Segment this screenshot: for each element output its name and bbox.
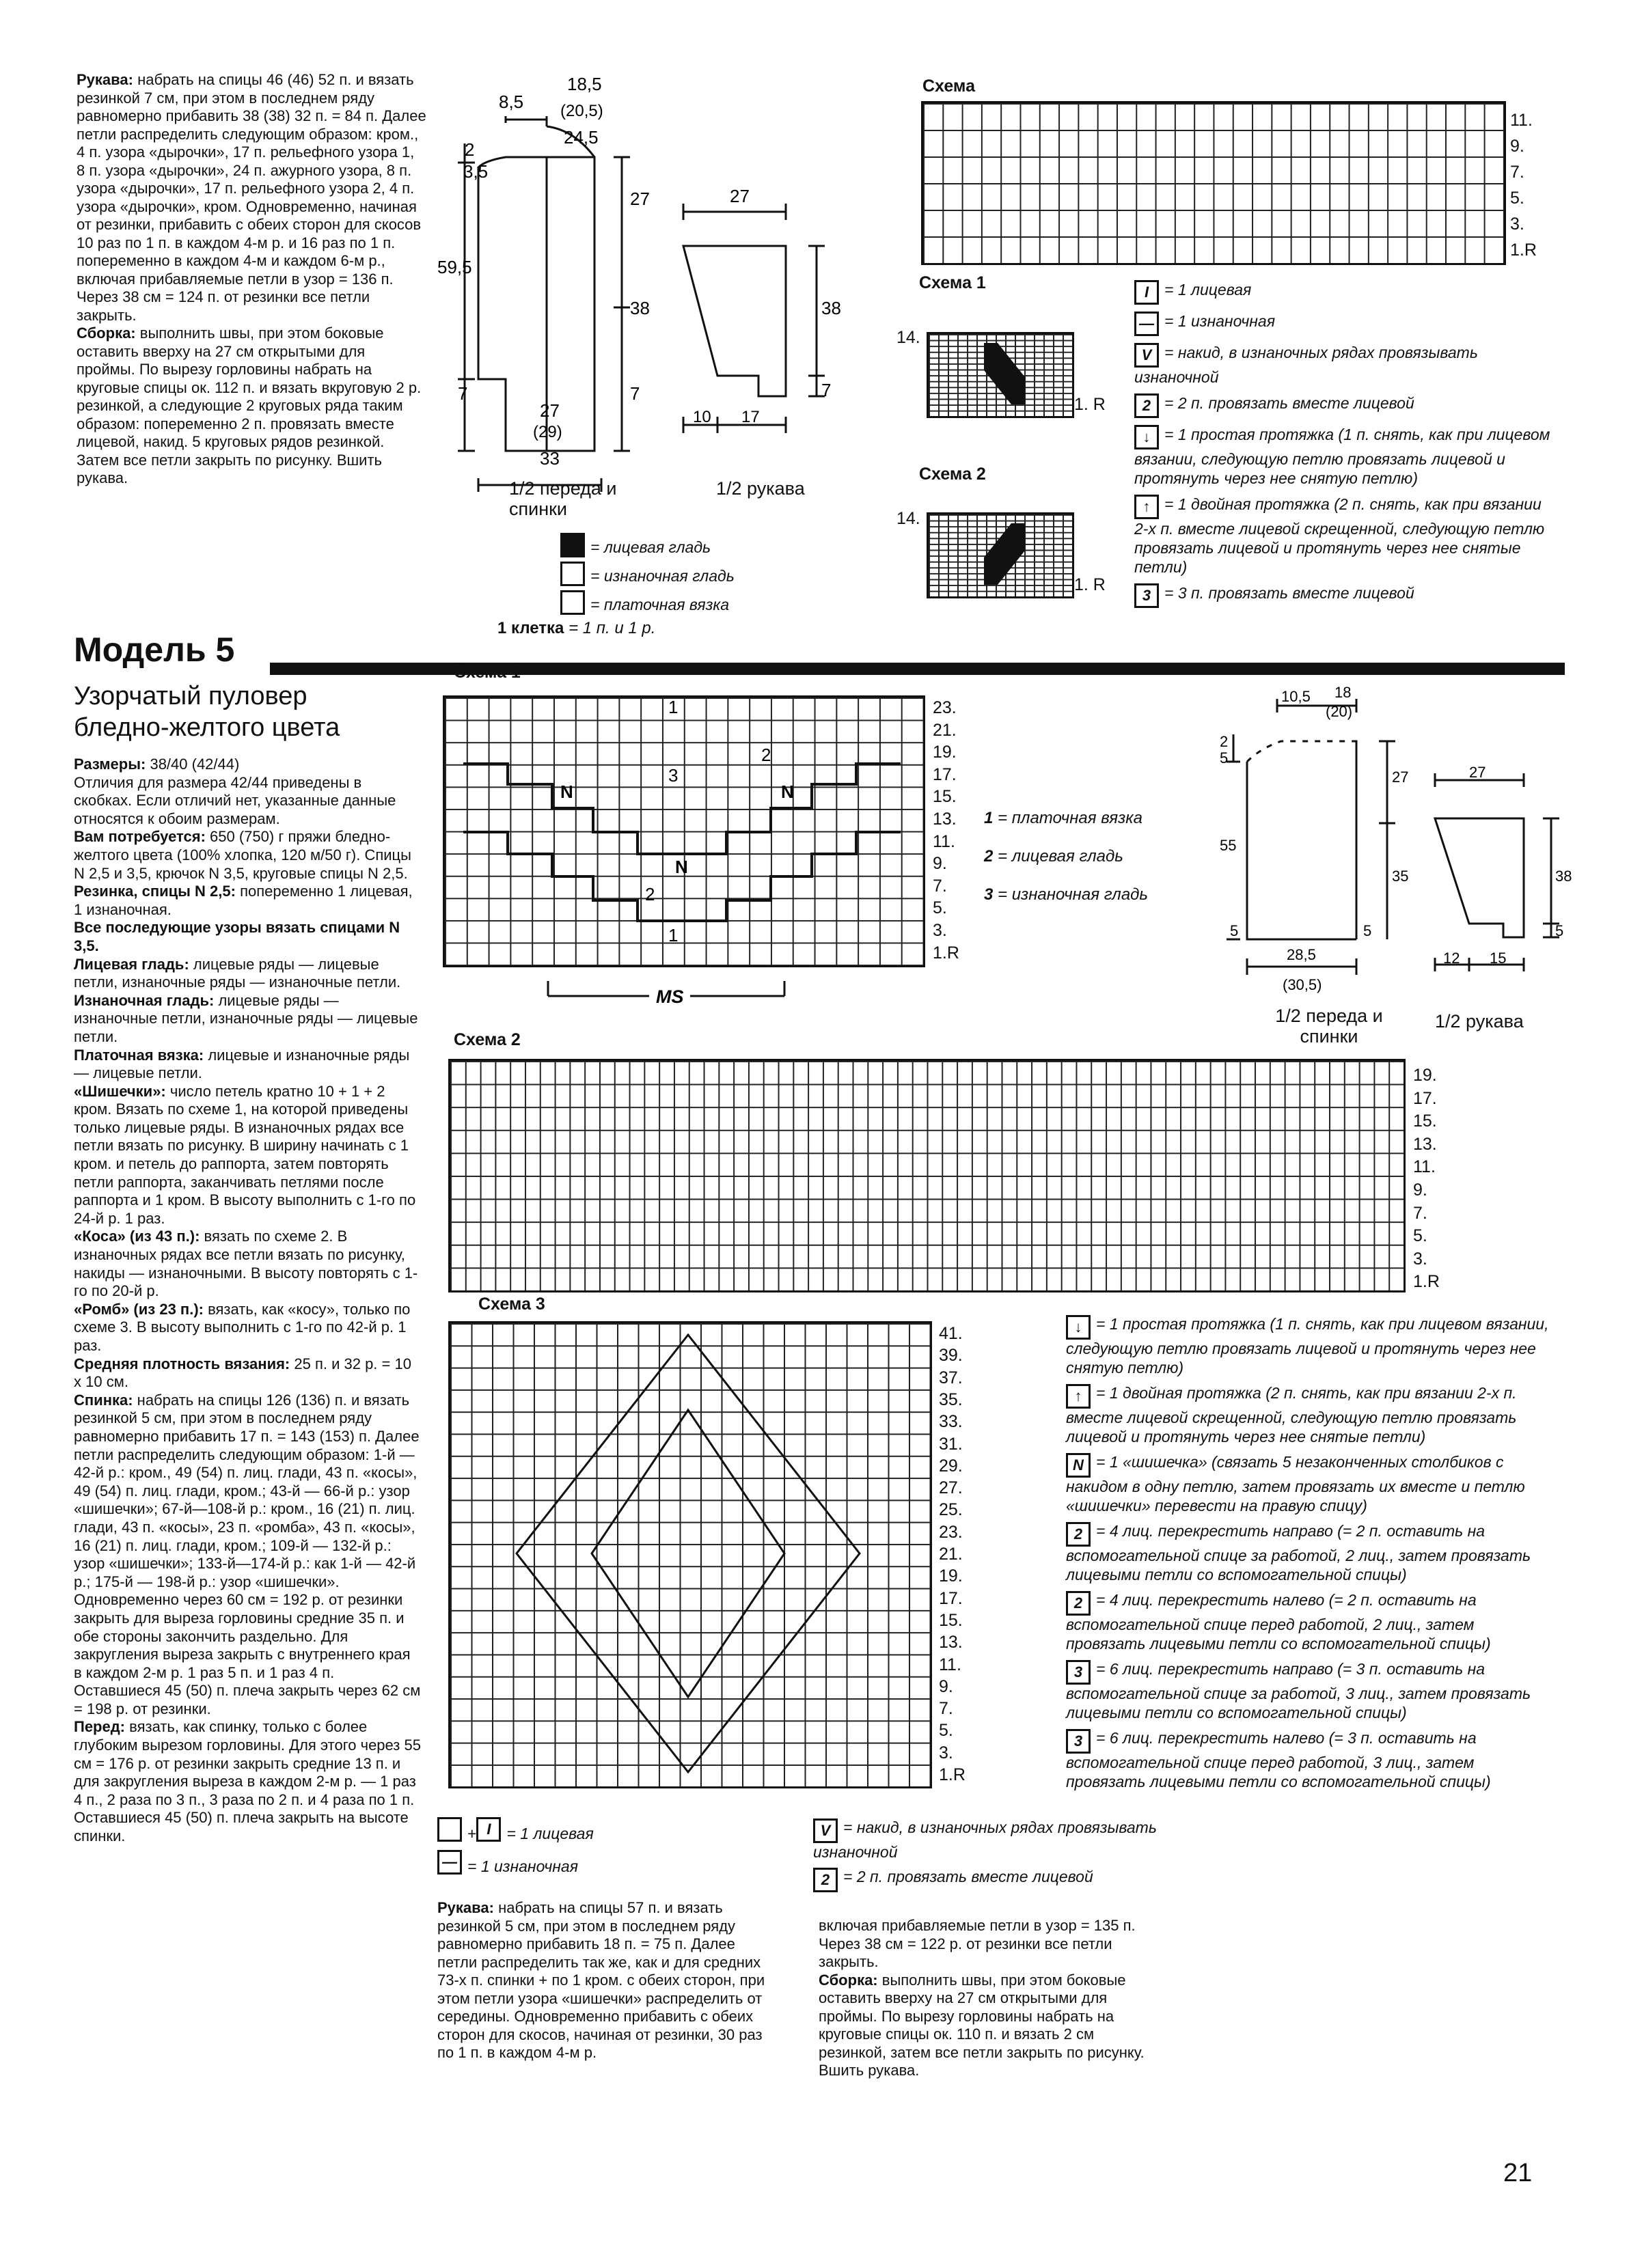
ms-marker xyxy=(547,974,786,1008)
legend-row: 2 = 4 лиц. перекрестить налево (= 2 п. оставить на вспомогательной спице перед работой, 2 лиц., затем провязать лицевыми петли со вспомогательной спицы) xyxy=(1066,1591,1491,1652)
legend-row: ↓ = 1 простая протяжка (1 п. снять, как при лицевом вязании, следующую петлю провязать лицевой и протянуть через нее снятую петлю) xyxy=(1066,1315,1549,1377)
model-sleeve-pattern xyxy=(1428,765,1572,984)
legend-row: ↑ = 1 двойная протяжка (2 п. снять, как при вязании 2-х п. вместе лицевой скрещенной, следующую петлю провязать лицевой и протянуть через нее снятые петли) xyxy=(1134,495,1545,576)
model-schema1-title: Схема 1 xyxy=(454,663,521,682)
svg-text:10,5: 10,5 xyxy=(1281,688,1311,705)
svg-text:(29): (29) xyxy=(533,423,562,441)
legend-row: — = 1 изнаночная xyxy=(1134,312,1551,336)
model-title: Модель 5 xyxy=(74,631,235,669)
arrow-down-icon: ↓ xyxy=(1134,425,1159,450)
top-schema2-top-row: 14. xyxy=(896,509,920,528)
top-sleeve-label: 1/2 рукава xyxy=(716,478,805,499)
sleeves-paragraph: Рукава: набрать на спицы 46 (46) 52 п. и вязать резинкой 7 см, при этом в последнем ряду равномерно прибавить 38 (38) 32 п. = 84 п. Далее петли распределить следующим образом: кром., 4 п. узора «дырочки», 17 п. рельефного узора 1, 8 п. узора «дырочки», 24 п. ажурного узора, 8 п. узора «дырочки», 17 п. рельефного узора 2, 4 п. узора «дырочки», кром. Одновременно, начиная от резинки, прибавить с обеих сторон для скосов 10 раз по 1 п. в каждом 4-м р. и 16 раз по 1 п. попеременно в каждом 4-м и каждом 6-м р., включая прибавляемые петли в узор = 136 п. Через 38 см = 124 п. от резинки все петли закрыть. xyxy=(77,71,426,324)
svg-text:MS: MS xyxy=(656,986,684,1007)
svg-text:2: 2 xyxy=(761,745,771,765)
svg-text:5: 5 xyxy=(1230,922,1239,939)
fill-legend-row: = платочная вязка xyxy=(560,590,735,619)
legend-row: ↓ = 1 простая протяжка (1 п. снять, как при лицевом вязании, следующую петлю провязать лицевой и протянуть через нее снятую петлю) xyxy=(1134,426,1550,487)
svg-text:18,5: 18,5 xyxy=(567,75,602,94)
cell-note: 1 клетка = 1 п. и 1 р. xyxy=(497,619,656,637)
svg-text:8,5: 8,5 xyxy=(499,92,524,112)
svg-text:27: 27 xyxy=(1392,769,1409,786)
k2tog-icon: 2 xyxy=(1134,393,1159,418)
svg-text:15: 15 xyxy=(1490,950,1507,967)
cable-right-6-icon: 3 xyxy=(1066,1660,1091,1685)
white-square-icon xyxy=(437,1817,462,1842)
model-schema2-title: Схема 2 xyxy=(454,1030,521,1049)
legend-row: 2 = 2 п. провязать вместе лицевой xyxy=(813,1868,1168,1892)
svg-text:(20,5): (20,5) xyxy=(560,102,603,120)
svg-text:27: 27 xyxy=(730,186,750,206)
svg-text:2: 2 xyxy=(645,884,655,904)
svg-text:24,5: 24,5 xyxy=(564,127,599,148)
svg-text:10: 10 xyxy=(693,408,711,426)
arrow-up-icon: ↑ xyxy=(1134,495,1159,519)
k2tog-icon: 2 xyxy=(813,1868,838,1892)
legend-row: V = накид, в изнаночных рядах провязывать изнаночной xyxy=(813,1818,1157,1861)
svg-text:5: 5 xyxy=(1363,922,1372,939)
top-front-label: 1/2 переда и спинки xyxy=(509,478,617,519)
svg-text:5: 5 xyxy=(1220,749,1229,766)
purl-stitch-icon: — xyxy=(437,1850,462,1875)
svg-text:7: 7 xyxy=(821,380,832,400)
top-schema1-title: Схема 1 xyxy=(919,273,986,292)
model-schema2-grid xyxy=(448,1059,1406,1292)
svg-text:3: 3 xyxy=(668,765,679,786)
model-schema3-diamond xyxy=(448,1321,928,1784)
legend-row: 3 = 6 лиц. перекрестить направо (= 3 п. оставить на вспомогательной спице за работой, 3 лиц., затем провязать лицевыми петли со вспомогательной спицы) xyxy=(1066,1660,1531,1721)
knit-stitch-icon: I xyxy=(476,1817,501,1842)
black-square-icon xyxy=(560,533,585,557)
svg-text:55: 55 xyxy=(1220,837,1237,854)
svg-text:1: 1 xyxy=(668,925,679,945)
svg-text:2: 2 xyxy=(1220,733,1229,750)
legend-row: N = 1 «шишечка» (связать 5 незаконченных столбиков с накидом в одну петлю, затем провязать их вместе и петлю «шишечки» перевести на правую спицу) xyxy=(1066,1453,1525,1515)
legend-row: ↑ = 1 двойная протяжка (2 п. снять, как при вязании 2-х п. вместе лицевой скрещенной, следующую петлю провязать лицевой и протянуть через нее снятые петли) xyxy=(1066,1384,1517,1446)
legend-row: 2 = лицевая гладь xyxy=(984,847,1123,866)
svg-text:18: 18 xyxy=(1334,687,1352,701)
svg-text:27: 27 xyxy=(540,400,560,421)
svg-text:27: 27 xyxy=(1469,765,1486,781)
top-symbol-legend xyxy=(1134,280,1551,615)
fill-legend-row: = лицевая гладь xyxy=(560,533,735,562)
svg-text:1: 1 xyxy=(668,697,679,717)
svg-text:17: 17 xyxy=(741,408,760,426)
top-schema1-top-row: 14. xyxy=(896,328,920,347)
bobble-icon: N xyxy=(1066,1453,1091,1478)
legend-row: 2 = 2 п. провязать вместе лицевой xyxy=(1134,393,1551,418)
svg-text:38: 38 xyxy=(1555,868,1572,885)
white-square-icon xyxy=(560,562,585,586)
svg-text:33: 33 xyxy=(540,448,560,469)
top-fill-legend xyxy=(560,533,735,619)
svg-text:12: 12 xyxy=(1443,950,1460,967)
top-left-text xyxy=(77,71,426,488)
fill-legend-row: = изнаночная гладь xyxy=(560,562,735,590)
purl-stitch-icon: — xyxy=(1134,312,1159,336)
legend-row: 3 = изнаночная гладь xyxy=(984,885,1149,904)
bottom-legend-mid xyxy=(813,1818,1168,1899)
white-square-icon xyxy=(560,590,585,615)
cable-left-4-icon: 2 xyxy=(1066,1591,1091,1616)
legend-row: 3 = 6 лиц. перекрестить налево (= 3 п. оставить на вспомогательной спице перед работой, 3 лиц., затем провязать лицевыми петли со вспомогательной спицы) xyxy=(1066,1729,1491,1790)
page-number: 21 xyxy=(1503,2159,1533,2187)
model-front-pattern xyxy=(1220,687,1432,1014)
svg-text:(20): (20) xyxy=(1326,703,1353,720)
cable-left-6-icon: 3 xyxy=(1066,1729,1091,1754)
model-assembly-text: включая прибавляемые петли в узор = 135 п. Через 38 см = 122 р. от резинки все петли закрыть. Сборка: выполнить швы, при этом боковые оставить вверху на 27 см открытыми для проймы. По вырезу горловины набрать на круговые спицы ок. 110 п. и вязать 2 см резинкой, затем все петли закрыть по рисунку. Вшить рукава. xyxy=(819,1917,1145,2079)
svg-text:27: 27 xyxy=(630,189,650,209)
top-schema-title: Схема xyxy=(922,77,975,96)
bottom-legend-left xyxy=(437,1817,594,1883)
top-front-pattern xyxy=(437,75,663,512)
legend-row: 2 = 4 лиц. перекрестить направо (= 2 п. оставить на вспомогательной спице за работой, 2 лиц., затем провязать лицевыми петли со вспомогательной спицы) xyxy=(1066,1522,1531,1584)
assembly-paragraph: Сборка: выполнить швы, при этом боковые оставить вверху на 27 см открытыми для проймы. По вырезу горловины набрать на круговые спицы ок. 112 п. и вязать вкруговую 2 р. резинкой, а следующие 2 круговых ряда таким образом: попеременно 2 п. провязать вместе лицевой, накид. 5 круговых рядов резинкой. Затем все петли закрыть по рисунку. Вшить рукава. xyxy=(77,324,422,486)
top-schema2-title: Схема 2 xyxy=(919,465,986,484)
svg-text:(30,5): (30,5) xyxy=(1283,976,1322,993)
legend-row: I = 1 лицевая xyxy=(1134,280,1551,305)
knit-stitch-icon: I xyxy=(1134,280,1159,305)
svg-text:7: 7 xyxy=(458,383,468,404)
top-schema2-bottom-row: 1. R xyxy=(1074,575,1106,594)
svg-text:N: N xyxy=(560,782,573,802)
arrow-down-icon: ↓ xyxy=(1066,1315,1091,1340)
svg-text:59,5: 59,5 xyxy=(437,257,472,277)
cable-right-4-icon: 2 xyxy=(1066,1522,1091,1547)
yarn-over-icon: V xyxy=(813,1818,838,1843)
svg-text:7: 7 xyxy=(630,383,640,404)
legend-row: 1 = платочная вязка xyxy=(984,809,1142,827)
model-sleeve-label: 1/2 рукава xyxy=(1435,1011,1524,1032)
top-schema1-bottom-row: 1. R xyxy=(1074,395,1106,414)
top-schema-grid xyxy=(921,101,1506,265)
svg-text:N: N xyxy=(781,782,794,802)
model-schema1-legend xyxy=(984,799,1148,914)
model-subtitle-2: бледно-желтого цвета xyxy=(74,713,340,742)
model-front-label: 1/2 переда и спинки xyxy=(1275,1006,1383,1047)
svg-text:2: 2 xyxy=(465,139,475,160)
svg-text:38: 38 xyxy=(821,298,841,318)
svg-text:3,5: 3,5 xyxy=(463,161,489,182)
model-subtitle-1: Узорчатый пуловер xyxy=(74,682,307,710)
arrow-up-icon: ↑ xyxy=(1066,1384,1091,1409)
model-schema3-title: Схема 3 xyxy=(478,1295,545,1314)
model-left-text: Размеры: 38/40 (42/44) Отличия для размера 42/44 приведены в скобках. Если отличий нет, указанные данные относятся к обоим размерам. Вам потребуется: 650 (750) г пряжи бледно-желтого цвета (100% хлопка, 120 м/50 г). Спицы N 2,5 и 3,5, крючок N 3,5, круговые спицы N 2,5. Резинка, спицы N 2,5: попеременно 1 лицевая, 1 изнаночная. Все последующие узоры вязать спицами N 3,5. Лицевая гладь: лицевые ряды — лицевые петли, изнаночные ряды — изнаночные петли. Изнаночная гладь: лицевые ряды — изнаночные петли, изнаночные ряды — лицевые петли. Платочная вязка: лицевые и изнаночные ряды — лицевые петли. «Шишечки»: число петель кратно 10 + 1 + 2 кром. Вязать по схеме 1, на которой приведены только лицевые ряды. В изнаночных рядах все петли вязать по рисунку. В ширину начинать с 1 кром. и петель до раппорта, затем повторять петли раппорта, заканчивать петлями после раппорта и 1 кром. В высоту выполнить с 1-го по 24-й р. 1 раз. «Коса» (из 43 п.): вязать по схеме 2. В изнаночных рядах все петли вязать по рисунку, накиды — изнаночными. В высоту повторять с 1-го по 20-й р. «Ромб» (из 23 п.): вязать, как «косу», только по схеме 3. В высоту выполнить с 1-го по 42-й р. 1 раз. Средняя плотность вязания: 25 п. и 32 р. = 10 х 10 см. Спинка: набрать на спицы 126 (136) п. и вязать резинкой 5 см, при этом в последнем ряду равномерно прибавить 17 п. = 143 (153) п. Далее петли распределить следующим образом: 1-й — 42-й р.: кром., 49 (54) п. лиц. глади, 43 п. «косы», 49 (54) п. лиц. глади, кром.; 43-й — 66-й р.: узор «шишечки»; 67-й—108-й р.: кром., 16 (21) п. лиц. глади, 43 п. «косы», 23 п. «ромба», 43 п. «косы», 16 (21) п. лиц. глади, кром.; 109-й — 132-й р.: узор «шишечки»; 133-й—174-й р.: как 1-й — 42-й р.; 175-й — 198-й р.: узор «шишечки». Одновременно через 60 см = 192 р. от резинки закрыть для выреза горловины средние 35 п. и обе стороны закончить раздельно. Для закругления выреза закрыть с внутреннего края в каждом 2-м р. 1 раз 5 п. и 1 раз 4 п. Оставшиеся 45 (50) п. плеча закрыть через 62 см = 198 р. от резинки. Перед: вязать, как спинку, только с более глубоким вырезом горловины. Для этого через 55 см = 176 р. от резинки закрыть средние 13 п. и для закругления выреза в каждом 2-м р. — 1 раз 4 п., 2 раза по 3 п., 3 раза по 2 п. и 4 раза по 1 п. Оставшиеся 45 (50) п. плеча закрыть на высоте спинки. xyxy=(74,756,421,1845)
svg-text:35: 35 xyxy=(1392,868,1409,885)
svg-text:N: N xyxy=(675,857,688,877)
top-sleeve-pattern xyxy=(676,178,854,451)
legend-row: + I = 1 лицевая xyxy=(437,1817,594,1850)
model-schema1-motif xyxy=(443,695,921,963)
top-schema1-motif xyxy=(977,336,1032,411)
legend-row: V = накид, в изнаночных рядах провязывать изнаночной xyxy=(1134,344,1478,386)
top-schema2-motif xyxy=(977,516,1032,592)
svg-text:5: 5 xyxy=(1555,922,1564,939)
svg-text:28,5: 28,5 xyxy=(1287,946,1316,963)
svg-text:38: 38 xyxy=(630,298,650,318)
yarn-over-icon: V xyxy=(1134,343,1159,368)
legend-row: — = 1 изнаночная xyxy=(437,1850,594,1883)
model-sleeve-text: Рукава: набрать на спицы 57 п. и вязать резинкой 5 см, при этом в последнем ряду равномерно прибавить 18 п. = 75 п. Далее петли распределить так же, как и для средних 73-х п. спинки + по 1 кром. с обеих сторон, при этом петли узора «шишечки» распределить от середины. Одновременно прибавить с обеих сторон для скосов, начиная от резинки, 30 раз по 1 п. в каждом 4-м р. xyxy=(437,1899,765,2061)
legend-row: 3 = 3 п. провязать вместе лицевой xyxy=(1134,583,1551,608)
k3tog-icon: 3 xyxy=(1134,583,1159,608)
model-right-legend xyxy=(1066,1315,1558,1798)
